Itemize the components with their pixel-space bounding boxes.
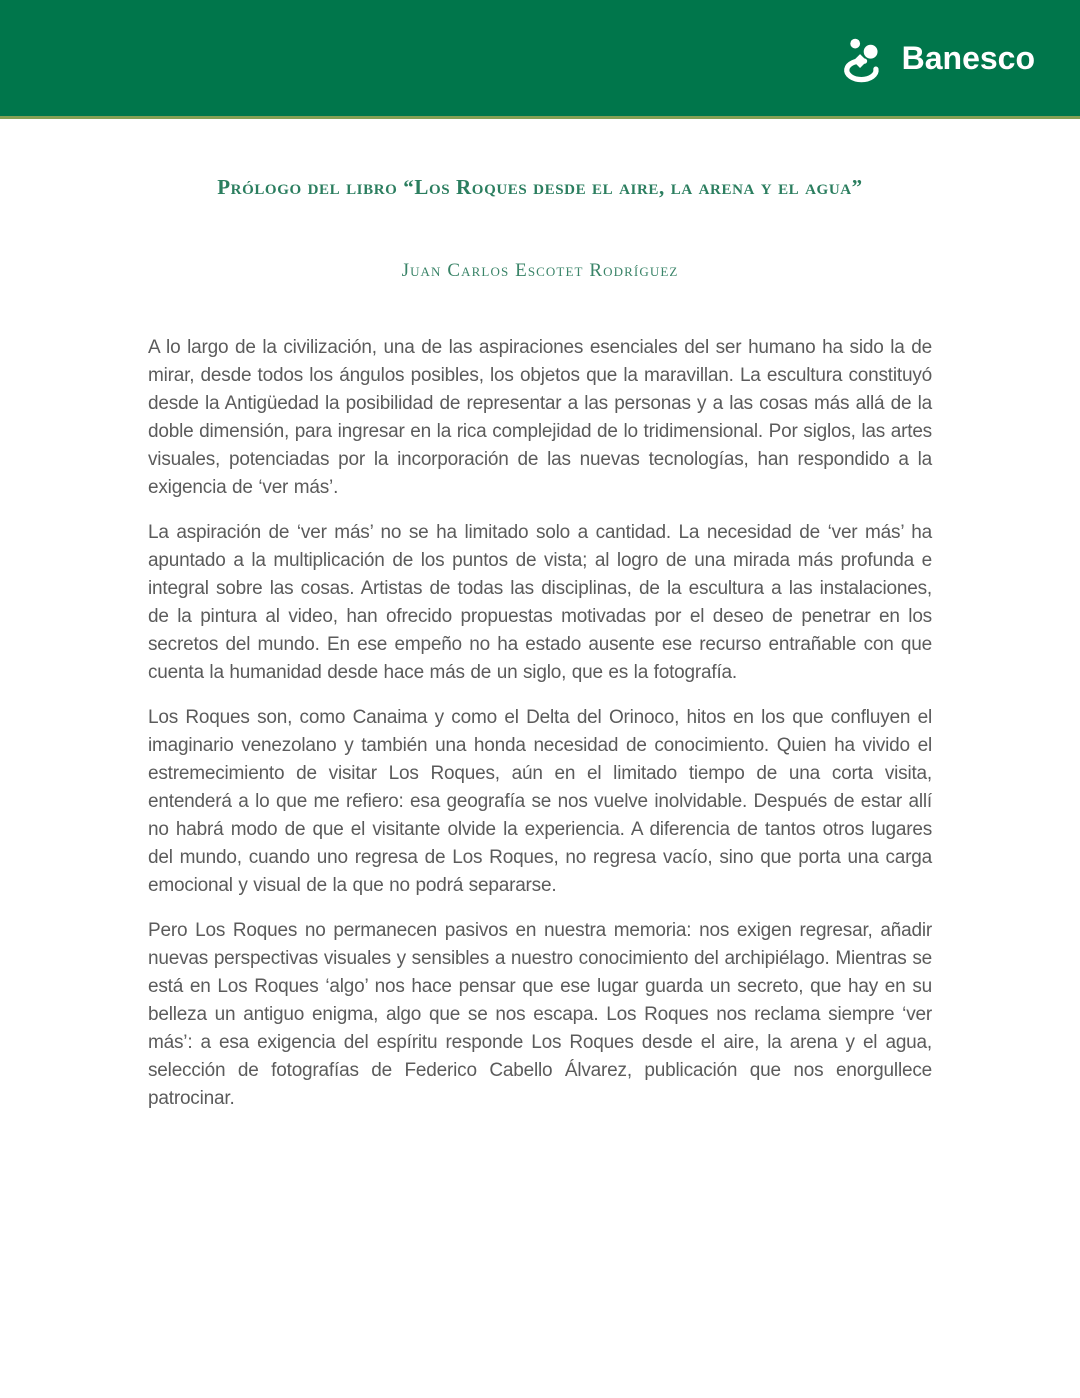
author-byline: Juan Carlos Escotet Rodríguez (401, 260, 679, 281)
banesco-logo (843, 33, 1035, 83)
article-body (148, 334, 932, 1113)
banesco-logo-icon (843, 35, 895, 83)
paragraph: A lo largo de la civilización, una de las aspiraciones esenciales del ser humano ha sido la de mirar, desde todos los ángulos posibles, los objetos que la maravillan. La escultura constituyó desde la Antigüedad la posibilidad de representar a las personas y a las cosas más allá de la doble dimensión, para ingresar en la rica complejidad de lo tridimensional. Por siglos, las artes visuales, potenciadas por la incorporación de las nuevas tecnologías, han respondido a la exigencia de ‘ver más’. (148, 337, 932, 498)
paragraph: La aspiración de ‘ver más’ no se ha limitado solo a cantidad. La necesidad de ‘ver más’ ha apuntado a la multiplicación de los puntos de vista; al logro de una mirada más profunda e integral sobre las cosas. Artistas de todas las disciplinas, de la escultura a las instalaciones, de la pintura al video, han ofrecido propuestas motivadas por el deseo de penetrar en los secretos del mundo. En ese empeño no ha estado ausente ese recurso entrañable con que cuenta la humanidad desde hace más de un siglo, que es la fotografía. (148, 522, 932, 683)
header-bar (0, 0, 1080, 119)
paragraph: Los Roques son, como Canaima y como el Delta del Orinoco, hitos en los que confluyen el imaginario venezolano y también una honda necesidad de conocimiento. Quien ha vivido el estremecimiento de visitar Los Roques, aún en el limitado tiempo de una corta visita, entenderá a lo que me refiero: esa geografía se nos vuelve inolvidable. Después de estar allí no habrá modo de que el visitante olvide la experiencia. A diferencia de tantos otros lugares del mundo, cuando uno regresa de Los Roques, no regresa vacío, sino que porta una carga emocional y visual de la que no podrá separarse. (148, 707, 932, 896)
paragraph: Pero Los Roques no permanecen pasivos en nuestra memoria: nos exigen regresar, añadir nuevas perspectivas visuales y sensibles a nuestro conocimiento del archipiélago. Mientras se está en Los Roques ‘algo’ nos hace pensar que ese lugar guarda un secreto, que hay en su belleza un antiguo enigma, algo que se nos escapa. Los Roques nos reclama siempre ‘ver más’: a esa exigencia del espíritu responde Los Roques desde el aire, la arena y el agua, selección de fotografías de Federico Cabello Álvarez, publicación que nos enorgullece patrocinar. (148, 920, 932, 1109)
banesco-logo-text: Banesco (901, 39, 1035, 76)
page-title: Prólogo del libro “Los Roques desde el aire, la arena y el agua” (217, 175, 863, 199)
